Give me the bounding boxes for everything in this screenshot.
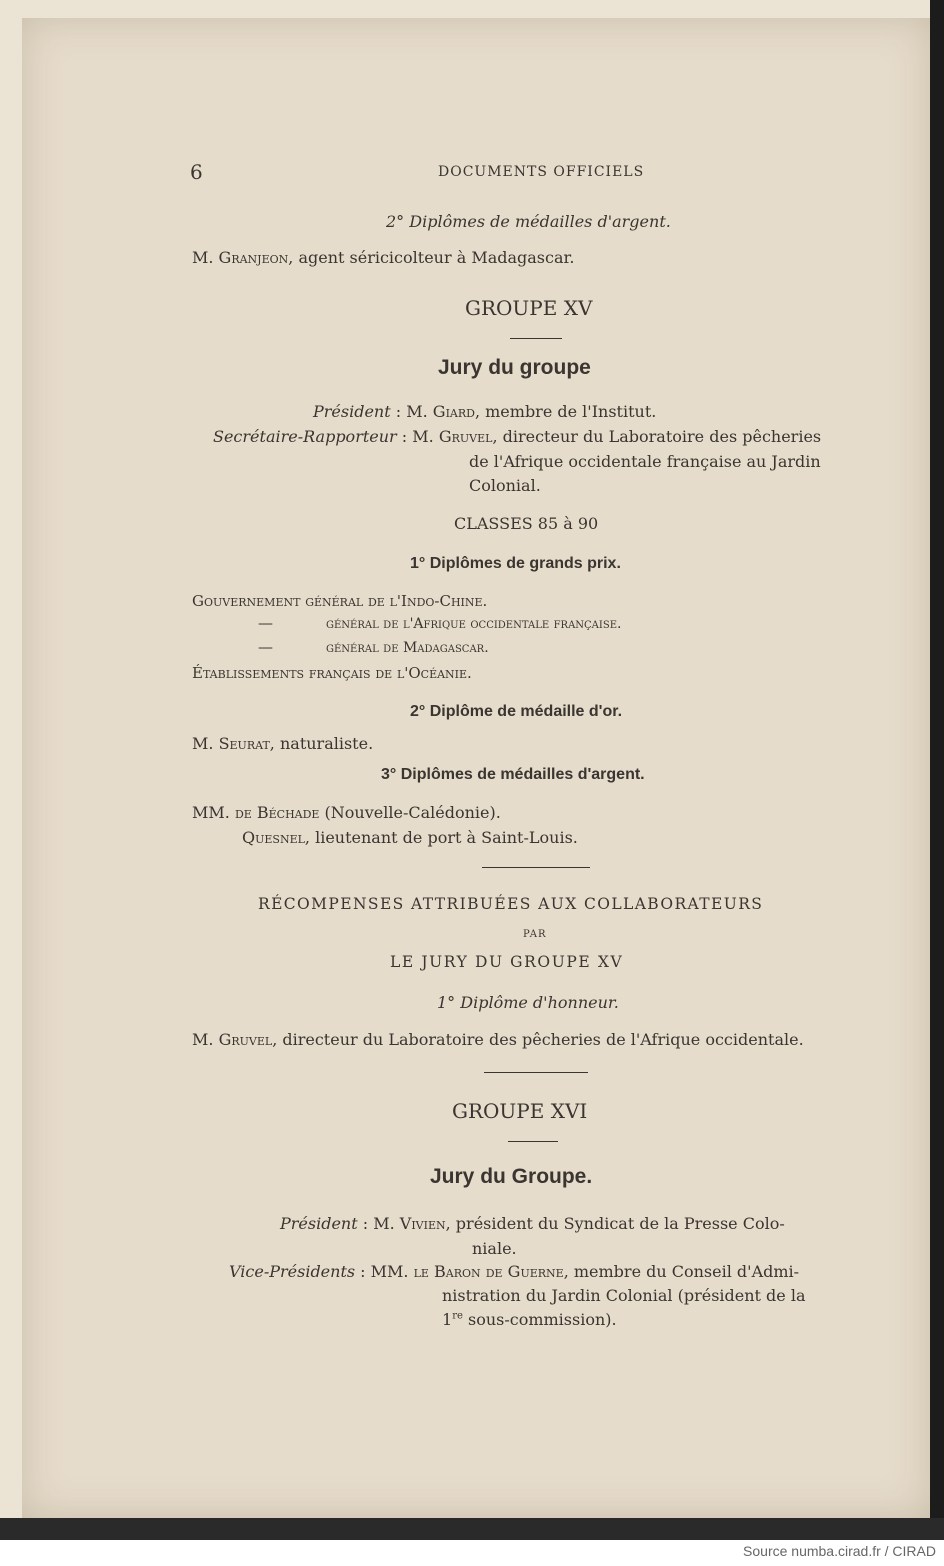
vice-label: Vice-Présidents	[229, 1262, 356, 1281]
entry-name: Seurat	[218, 734, 270, 753]
grand-prix-item: Gouvernement général de l'Indo-Chine.	[192, 592, 488, 610]
entry-name: Quesnel	[242, 828, 305, 847]
president-xv	[313, 402, 656, 421]
page-number: 6	[190, 160, 203, 184]
secretaire-xv	[213, 427, 821, 446]
separator: : MM.	[355, 1262, 414, 1281]
separator: : M.	[396, 427, 439, 446]
collab-heading-line1: RÉCOMPENSES ATTRIBUÉES AUX COLLABORATEURS	[258, 895, 764, 913]
running-title: DOCUMENTS OFFICIELS	[438, 164, 645, 180]
or-heading: 2° Diplôme de médaille d'or.	[410, 703, 623, 720]
jury-heading-xv: Jury du groupe	[438, 356, 591, 379]
entry-seurat	[192, 734, 373, 753]
president-text: , membre de l'Institut.	[474, 402, 657, 421]
entry-granjeon	[192, 248, 575, 267]
secretaire-name: Gruvel	[438, 427, 493, 446]
president-label: Président	[280, 1214, 358, 1233]
groupe-xv-title: GROUPE XV	[465, 296, 593, 320]
ditto-dash: —	[258, 614, 273, 632]
president-text-2: niale.	[472, 1239, 517, 1258]
entry-name: de Béchade	[234, 803, 320, 822]
divider	[482, 867, 590, 868]
entry-text: , directeur du Laboratoire des pêcheries de l'Afrique occidentale.	[272, 1030, 804, 1049]
ordinal-suffix: re	[452, 1310, 463, 1322]
vice-text-3	[442, 1310, 617, 1329]
president-text-1: , président du Syndicat de la Presse Colo-	[445, 1214, 785, 1233]
divider-short	[508, 1141, 558, 1142]
entry-name: M. Granjeon	[192, 248, 289, 267]
entry-text: , naturaliste.	[269, 734, 374, 753]
grand-prix-item: Établissements français de l'Océanie.	[192, 664, 472, 682]
secretaire-text-2: de l'Afrique occidentale française au Jardin	[469, 452, 821, 471]
vice-name: le Baron de Guerne	[413, 1262, 564, 1281]
entry-prefix: M.	[192, 734, 219, 753]
collab-heading-line2: PAR	[523, 929, 547, 940]
divider	[484, 1072, 588, 1073]
secretaire-text-1: , directeur du Laboratoire des pêcheries	[492, 427, 822, 446]
classes-label: CLASSES 85 à 90	[454, 514, 599, 533]
separator: : M.	[390, 402, 433, 421]
page-edge-bottom	[0, 1518, 944, 1540]
grand-prix-item: général de l'Afrique occidentale française.	[326, 616, 622, 632]
secretaire-label: Secrétaire-Rapporteur	[213, 427, 397, 446]
entry-text: , agent séricicolteur à Madagascar.	[288, 248, 575, 267]
ditto-dash: —	[258, 638, 273, 656]
divider-short	[510, 338, 562, 339]
vice-presidents-xvi	[229, 1262, 799, 1281]
entry-text: , lieutenant de port à Saint-Louis.	[304, 828, 578, 847]
entry-gruvel	[192, 1030, 804, 1049]
entry-name: Gruvel	[218, 1030, 273, 1049]
ordinal-number: 1	[442, 1310, 453, 1329]
secretaire-text-3: Colonial.	[469, 476, 541, 495]
president-xvi	[280, 1214, 785, 1233]
president-name: Vivien	[399, 1214, 446, 1233]
president-name: Giard	[432, 402, 475, 421]
source-credit: Source numba.cirad.fr / CIRAD	[743, 1543, 936, 1559]
entry-bechade	[192, 803, 501, 822]
groupe-xvi-title: GROUPE XVI	[452, 1099, 588, 1123]
grands-prix-heading: 1° Diplômes de grands prix.	[410, 555, 621, 572]
entry-quesnel	[242, 828, 578, 847]
vice-text-1: , membre du Conseil d'Admi-	[563, 1262, 800, 1281]
entry-prefix: M.	[192, 1030, 219, 1049]
vice-text-2: nistration du Jardin Colonial (président de la	[442, 1286, 806, 1305]
entry-prefix: MM.	[192, 803, 235, 822]
collab-heading-line3: LE JURY DU GROUPE XV	[390, 953, 624, 971]
jury-heading-xvi: Jury du Groupe.	[430, 1165, 593, 1188]
entry-text: (Nouvelle-Calédonie).	[319, 803, 501, 822]
grand-prix-item: général de Madagascar.	[326, 640, 489, 656]
section-heading-argent-top: 2° Diplômes de médailles d'argent.	[386, 212, 671, 231]
honneur-heading: 1° Diplôme d'honneur.	[437, 993, 619, 1012]
argent-heading: 3° Diplômes de médailles d'argent.	[381, 766, 645, 783]
page-edge-right	[930, 0, 944, 1540]
vice-text-3-rest: sous-commission).	[462, 1310, 617, 1329]
separator: : M.	[357, 1214, 400, 1233]
president-label: Président	[313, 402, 391, 421]
